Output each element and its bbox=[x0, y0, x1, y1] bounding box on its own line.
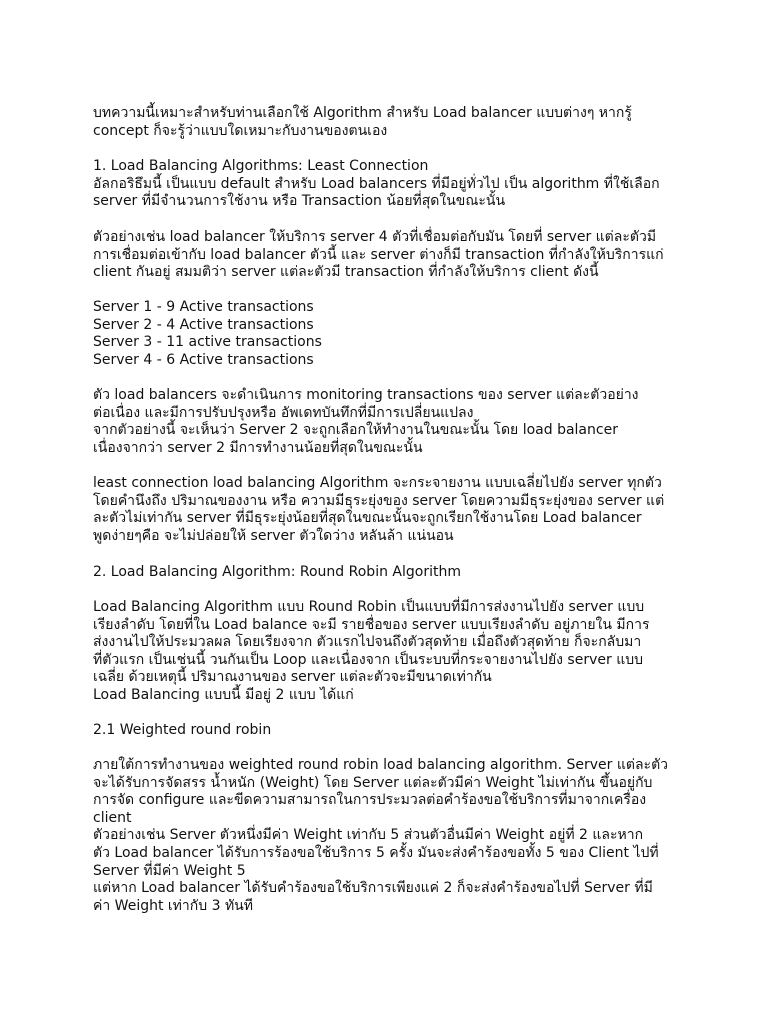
text-line: client bbox=[93, 809, 132, 826]
server-list-item: Server 4 - 6 Active transactions bbox=[93, 351, 314, 368]
text-line: Load Balancing Algorithm แบบ Round Robin เป็นแบบที่มีการส่งงานไปยัง server แบบ bbox=[93, 599, 645, 615]
text-line: ต่อเนื่อง และมีการปรับปรุงหรือ อัพเดทบันทึกที่มีการเปลี่ยนแปลง bbox=[93, 404, 474, 421]
text-line: อัลกอริธึมนี้ เป็นแบบ default สำหรับ Load balancers ที่มีอยู่ทั่วไป เป็น algorithm ที่ใช้เลือก bbox=[93, 175, 660, 192]
text-line: เนื่องจากว่า server 2 มีการทำงานน้อยที่สุดในขณะนั้น bbox=[93, 439, 423, 456]
text-line: ที่ตัวแรก เป็นเช่นนี้ วนกันเป็น Loop และเนื่องจาก เป็นระบบที่กระจายงานไปยัง server แบบ bbox=[93, 651, 643, 668]
text-line: server ที่มีจำนวนการใช้งาน หรือ Transaction น้อยที่สุดในขณะนั้น bbox=[93, 193, 506, 210]
monitoring-paragraph bbox=[93, 387, 683, 457]
text-line: จะได้รับการจัดสรร น้ำหนัก (Weight) โดย Server แต่ละตัวมีค่า Weight ไม่เท่ากัน ขึ้นอยู่กับ bbox=[93, 774, 653, 791]
text-line: Server ที่มีค่า Weight 5 bbox=[93, 862, 246, 879]
server-list-item: Server 2 - 4 Active transactions bbox=[93, 316, 314, 333]
section-weighted-heading bbox=[93, 722, 683, 740]
text-line: การจัด configure และขีดความสามารถในการประมวลต่อคำร้องขอใช้บริการที่มาจากเครื่อง bbox=[93, 792, 647, 809]
text-line: โดยคำนึงถึง ปริมาณของงาน หรือ ความมีธุระยุ่งของ server โดยความมีธุระยุ่งของ server แต่ bbox=[93, 492, 665, 509]
text-line: ตัว Load balancer ได้รับการร้องขอใช้บริการ 5 ครั้ง มันจะส่งคำร้องขอทั้ง 5 ของ Client ไปที่ bbox=[93, 844, 659, 861]
section-least-connection bbox=[93, 158, 683, 211]
example-paragraph bbox=[93, 229, 683, 282]
section-heading: 1. Load Balancing Algorithms: Least Connection bbox=[93, 158, 429, 174]
server-list-item: Server 3 - 11 active transactions bbox=[93, 334, 322, 351]
text-line: บทความนี้เหมาะสำหรับท่านเลือกใช้ Algorithm สำหรับ Load balancer แบบต่างๆ หากรู้ bbox=[93, 105, 632, 121]
text-line: แต่หาก Load balancer ได้รับคำร้องขอใช้บริการเพียงแค่ 2 ก็จะส่งคำร้องขอไปที่ Server ที่มี bbox=[93, 880, 653, 897]
text-line: ตัวอย่างเช่น Server ตัวหนึ่งมีค่า Weight เท่ากับ 5 ส่วนตัวอื่นมีค่า Weight อยู่ที่ 2 และหาก bbox=[93, 827, 644, 844]
text-line: เฉลี่ย ด้วยเหตุนี้ ปริมาณงานของ server แต่ละตัวจะมีขนาดเท่ากัน bbox=[93, 669, 492, 686]
server-list-item: Server 1 - 9 Active transactions bbox=[93, 299, 314, 315]
text-line: การเชื่อมต่อเข้ากับ load balancer ตัวนี้ และ server ต่างก็มี transaction ที่กำลังให้บริการแก่ bbox=[93, 246, 664, 263]
text-line: พูดง่ายๆคือ จะไม่ปล่อยให้ server ตัวใดว่าง หลันล้า แน่นอน bbox=[93, 527, 454, 544]
text-line: ตัวอย่างเช่น load balancer ให้บริการ server 4 ตัวที่เชื่อมต่อกับมัน โดยที่ server แต่ละตัวมี bbox=[93, 229, 657, 245]
text-line: client กันอยู่ สมมติว่า server แต่ละตัวมี transaction ที่กำลังให้บริการ client ดังนี้ bbox=[93, 264, 599, 281]
section-round-robin-heading bbox=[93, 564, 683, 582]
text-line: เรียงลำดับ โดยที่ใน Load balance จะมี รายชื่อของ server แบบเรียงลำดับ อยู่ภายใน มีการ bbox=[93, 616, 650, 633]
text-line: ภายใต้การทำงานของ weighted round robin load balancing algorithm. Server แต่ละตัว bbox=[93, 757, 669, 773]
text-line: least connection load balancing Algorithm จะกระจายงาน แบบเฉลี่ยไปยัง server ทุกตัว bbox=[93, 475, 662, 491]
server-list bbox=[93, 299, 683, 369]
round-robin-paragraph bbox=[93, 599, 683, 705]
least-connection-paragraph bbox=[93, 475, 683, 545]
section-heading: 2. Load Balancing Algorithm: Round Robin Algorithm bbox=[93, 564, 461, 580]
text-line: ตัว load balancers จะดำเนินการ monitoring transactions ของ server แต่ละตัวอย่าง bbox=[93, 387, 639, 403]
text-line: จากตัวอย่างนี้ จะเห็นว่า Server 2 จะถูกเลือกให้ทำงานในขณะนั้น โดย load balancer bbox=[93, 422, 618, 439]
text-line: ค่า Weight เท่ากับ 3 ทันที bbox=[93, 897, 253, 914]
text-line: Load Balancing แบบนี้ มีอยู่ 2 แบบ ได้แก่ bbox=[93, 686, 354, 703]
text-line: concept ก็จะรู้ว่าแบบใดเหมาะกับงานของตนเอง bbox=[93, 122, 388, 139]
intro-paragraph bbox=[93, 105, 683, 140]
text-line: ละตัวไม่เท่ากัน server ที่มีธุระยุ่งน้อยที่สุดในขณะนั้นจะถูกเรียกใช้งานโดย Load balancer bbox=[93, 510, 642, 527]
section-heading: 2.1 Weighted round robin bbox=[93, 722, 272, 738]
weighted-paragraph bbox=[93, 757, 683, 915]
text-line: ส่งงานไปให้ประมวลผล โดยเรียงจาก ตัวแรกไปจนถึงตัวสุดท้าย เมื่อถึงตัวสุดท้าย ก็จะกลับมา bbox=[93, 634, 642, 651]
